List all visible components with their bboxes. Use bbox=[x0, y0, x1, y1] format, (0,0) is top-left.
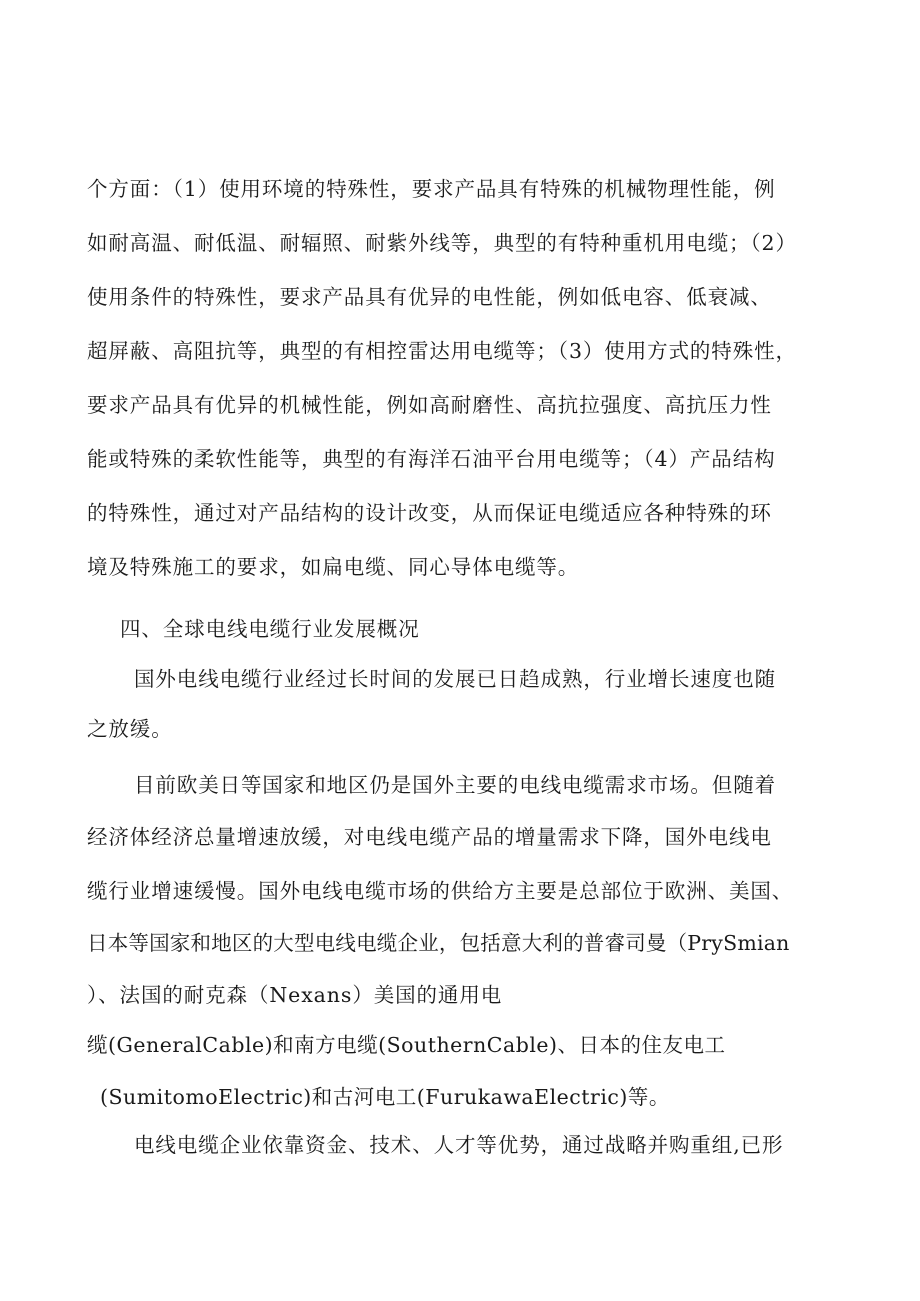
paragraph-line: 缆行业增速缓慢。国外电线电缆市场的供给方主要是总部位于欧洲、美国、 bbox=[87, 879, 794, 903]
paragraph-line: 之放缓。 bbox=[87, 717, 173, 741]
paragraph-line: 要求产品具有优异的机械性能，例如高耐磨性、高抗拉强度、高抗压力性 bbox=[87, 393, 772, 417]
paragraph-line: (SumitomoElectric)和古河电工(FurukawaElectric)等。 bbox=[100, 1085, 670, 1109]
paragraph-line: 境及特殊施工的要求，如扁电缆、同心导体电缆等。 bbox=[87, 555, 580, 579]
paragraph-line: 国外电线电缆行业经过长时间的发展已日趋成熟，行业增长速度也随 bbox=[134, 667, 776, 691]
paragraph-line: ）、法国的耐克森（Nexans）美国的通用电 bbox=[87, 983, 503, 1007]
paragraph-line: 使用条件的特殊性，要求产品具有优异的电性能，例如低电容、低衰减、 bbox=[87, 285, 772, 309]
paragraph-line: 缆(GeneralCable)和南方电缆(SouthernCable)、日本的住友电工 bbox=[87, 1033, 726, 1057]
section-heading: 四、全球电线电缆行业发展概况 bbox=[120, 617, 420, 641]
paragraph-line: 电线电缆企业依靠资金、技术、人才等优势，通过战略并购重组,已形 bbox=[134, 1133, 784, 1157]
paragraph-line: 日本等国家和地区的大型电线电缆企业，包括意大利的普睿司曼（PrySmian bbox=[87, 931, 790, 955]
paragraph-line: 超屏蔽、高阻抗等，典型的有相控雷达用电缆等；（3）使用方式的特殊性， bbox=[87, 339, 797, 363]
paragraph-line: 目前欧美日等国家和地区仍是国外主要的电线电缆需求市场。但随着 bbox=[134, 773, 776, 797]
paragraph-line: 的特殊性，通过对产品结构的设计改变，从而保证电缆适应各种特殊的环 bbox=[87, 501, 772, 525]
paragraph-line: 如耐高温、耐低温、耐辐照、耐紫外线等，典型的有特种重机用电缆；（2） bbox=[87, 231, 797, 255]
paragraph-line: 能或特殊的柔软性能等，典型的有海洋石油平台用电缆等；（4）产品结构 bbox=[87, 447, 776, 471]
paragraph-line: 个方面：（1）使用环境的特殊性，要求产品具有特殊的机械物理性能，例 bbox=[87, 177, 776, 201]
paragraph-line: 经济体经济总量增速放缓，对电线电缆产品的增量需求下降，国外电线电 bbox=[87, 825, 772, 849]
